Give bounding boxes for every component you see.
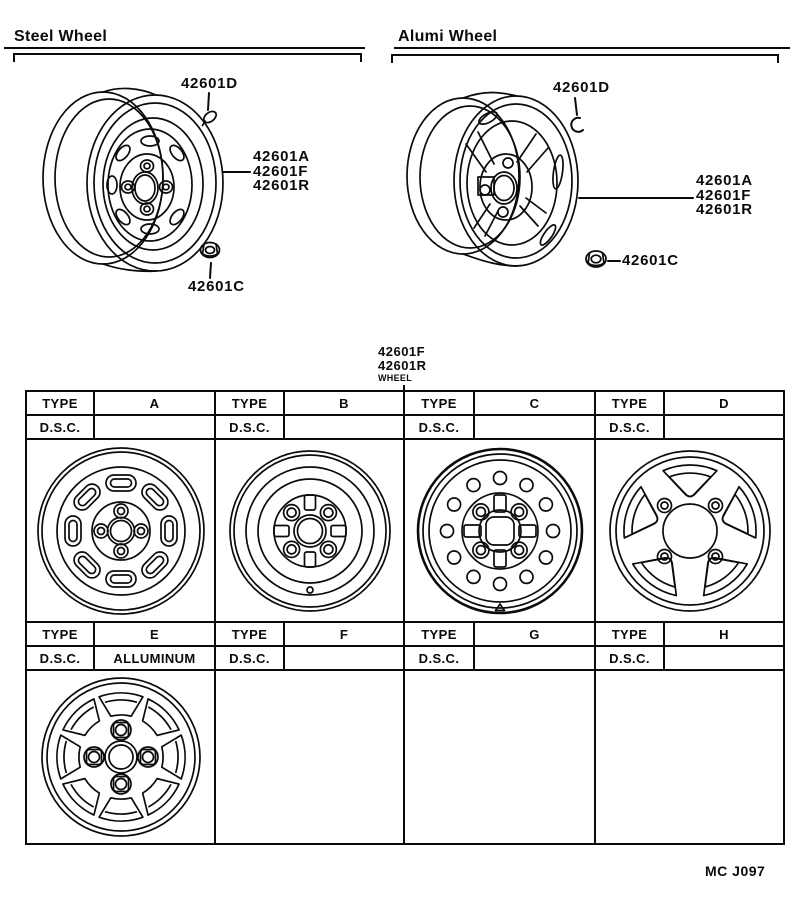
- wheel-illustration-type-e: [40, 676, 202, 838]
- dsc-value-b: [284, 415, 404, 439]
- wheel-illustration-type-d: [608, 449, 772, 613]
- alumi-hub-nut-part: [586, 251, 606, 267]
- type-value-h: H: [664, 622, 784, 646]
- page-code: MC J097: [705, 863, 766, 879]
- dsc-value-g: [474, 646, 595, 670]
- wheel-cell-a: [26, 439, 215, 622]
- alumi-wheel-label-f: 42601F: [696, 186, 752, 204]
- steel-wheel-label-f: 42601F: [253, 162, 309, 180]
- steel-valve-label: 42601D: [181, 75, 238, 92]
- dsc-value-f: [284, 646, 404, 670]
- alumi-wheel-labels: [696, 174, 753, 218]
- dsc-header-g: D.S.C.: [404, 646, 474, 670]
- table-caption-line3: WHEEL: [378, 373, 412, 383]
- dsc-value-h: [664, 646, 784, 670]
- alumi-valve-label: 42601D: [553, 79, 610, 96]
- type-header-e: TYPE: [26, 622, 94, 646]
- steel-hub-nut-part: [201, 243, 220, 258]
- wheel-illustration-type-b: [228, 449, 392, 613]
- type-value-c: C: [474, 391, 595, 415]
- dsc-value-e: ALLUMINUM: [94, 646, 215, 670]
- dsc-value-d: [664, 415, 784, 439]
- wheel-illustration-type-a: [36, 446, 206, 616]
- alumi-wheel-title: Alumi Wheel: [398, 28, 498, 45]
- alumi-title-underline: [394, 47, 790, 49]
- steel-nut-label: 42601C: [188, 278, 245, 295]
- type-header-f: TYPE: [215, 622, 284, 646]
- type-header-c: TYPE: [404, 391, 474, 415]
- alumi-valve-leader-line: [575, 98, 577, 115]
- steel-title-underline: [4, 47, 365, 49]
- type-header-g: TYPE: [404, 622, 474, 646]
- dsc-header-a: D.S.C.: [26, 415, 94, 439]
- type-value-f: F: [284, 622, 404, 646]
- type-header-b: TYPE: [215, 391, 284, 415]
- wheel-cell-f-empty: [215, 670, 404, 844]
- table-caption: [378, 345, 427, 383]
- type-header-a: TYPE: [26, 391, 94, 415]
- type-value-g: G: [474, 622, 595, 646]
- table-caption-line1: 42601F: [378, 344, 426, 359]
- dsc-header-d: D.S.C.: [595, 415, 664, 439]
- wheel-type-table: [25, 390, 785, 845]
- type-value-d: D: [664, 391, 784, 415]
- steel-nut-leader-line: [210, 263, 211, 278]
- alumi-valve-part: [571, 118, 583, 132]
- steel-valve-part: [202, 109, 219, 125]
- wheel-cell-g-empty: [404, 670, 595, 844]
- type-value-e: E: [94, 622, 215, 646]
- type-header-d: TYPE: [595, 391, 664, 415]
- steel-valve-leader-line: [208, 93, 209, 110]
- steel-wheel-label-a: 42601A: [253, 148, 310, 165]
- dsc-header-c: D.S.C.: [404, 415, 474, 439]
- type-value-b: B: [284, 391, 404, 415]
- type-header-h: TYPE: [595, 622, 664, 646]
- dsc-header-h: D.S.C.: [595, 646, 664, 670]
- steel-wheel-labels: [253, 150, 310, 194]
- wheel-cell-d: [595, 439, 784, 622]
- wheel-cell-b: [215, 439, 404, 622]
- steel-wheel-title: Steel Wheel: [14, 28, 108, 45]
- steel-wheel-label-r: 42601R: [253, 177, 310, 194]
- wheel-illustration-type-c: [416, 447, 584, 615]
- alumi-wheel-label-r: 42601R: [696, 201, 753, 218]
- dsc-value-a: [94, 415, 215, 439]
- table-caption-line2: 42601R: [378, 358, 427, 373]
- dsc-value-c: [474, 415, 595, 439]
- wheel-cell-c: [404, 439, 595, 622]
- dsc-header-e: D.S.C.: [26, 646, 94, 670]
- type-value-a: A: [94, 391, 215, 415]
- steel-wheel-illustration: [0, 60, 390, 310]
- alumi-nut-label: 42601C: [622, 252, 679, 269]
- alumi-wheel-label-a: 42601A: [696, 172, 753, 189]
- dsc-header-b: D.S.C.: [215, 415, 284, 439]
- wheel-cell-h-empty: [595, 670, 784, 844]
- wheel-cell-e: [26, 670, 215, 844]
- dsc-header-f: D.S.C.: [215, 646, 284, 670]
